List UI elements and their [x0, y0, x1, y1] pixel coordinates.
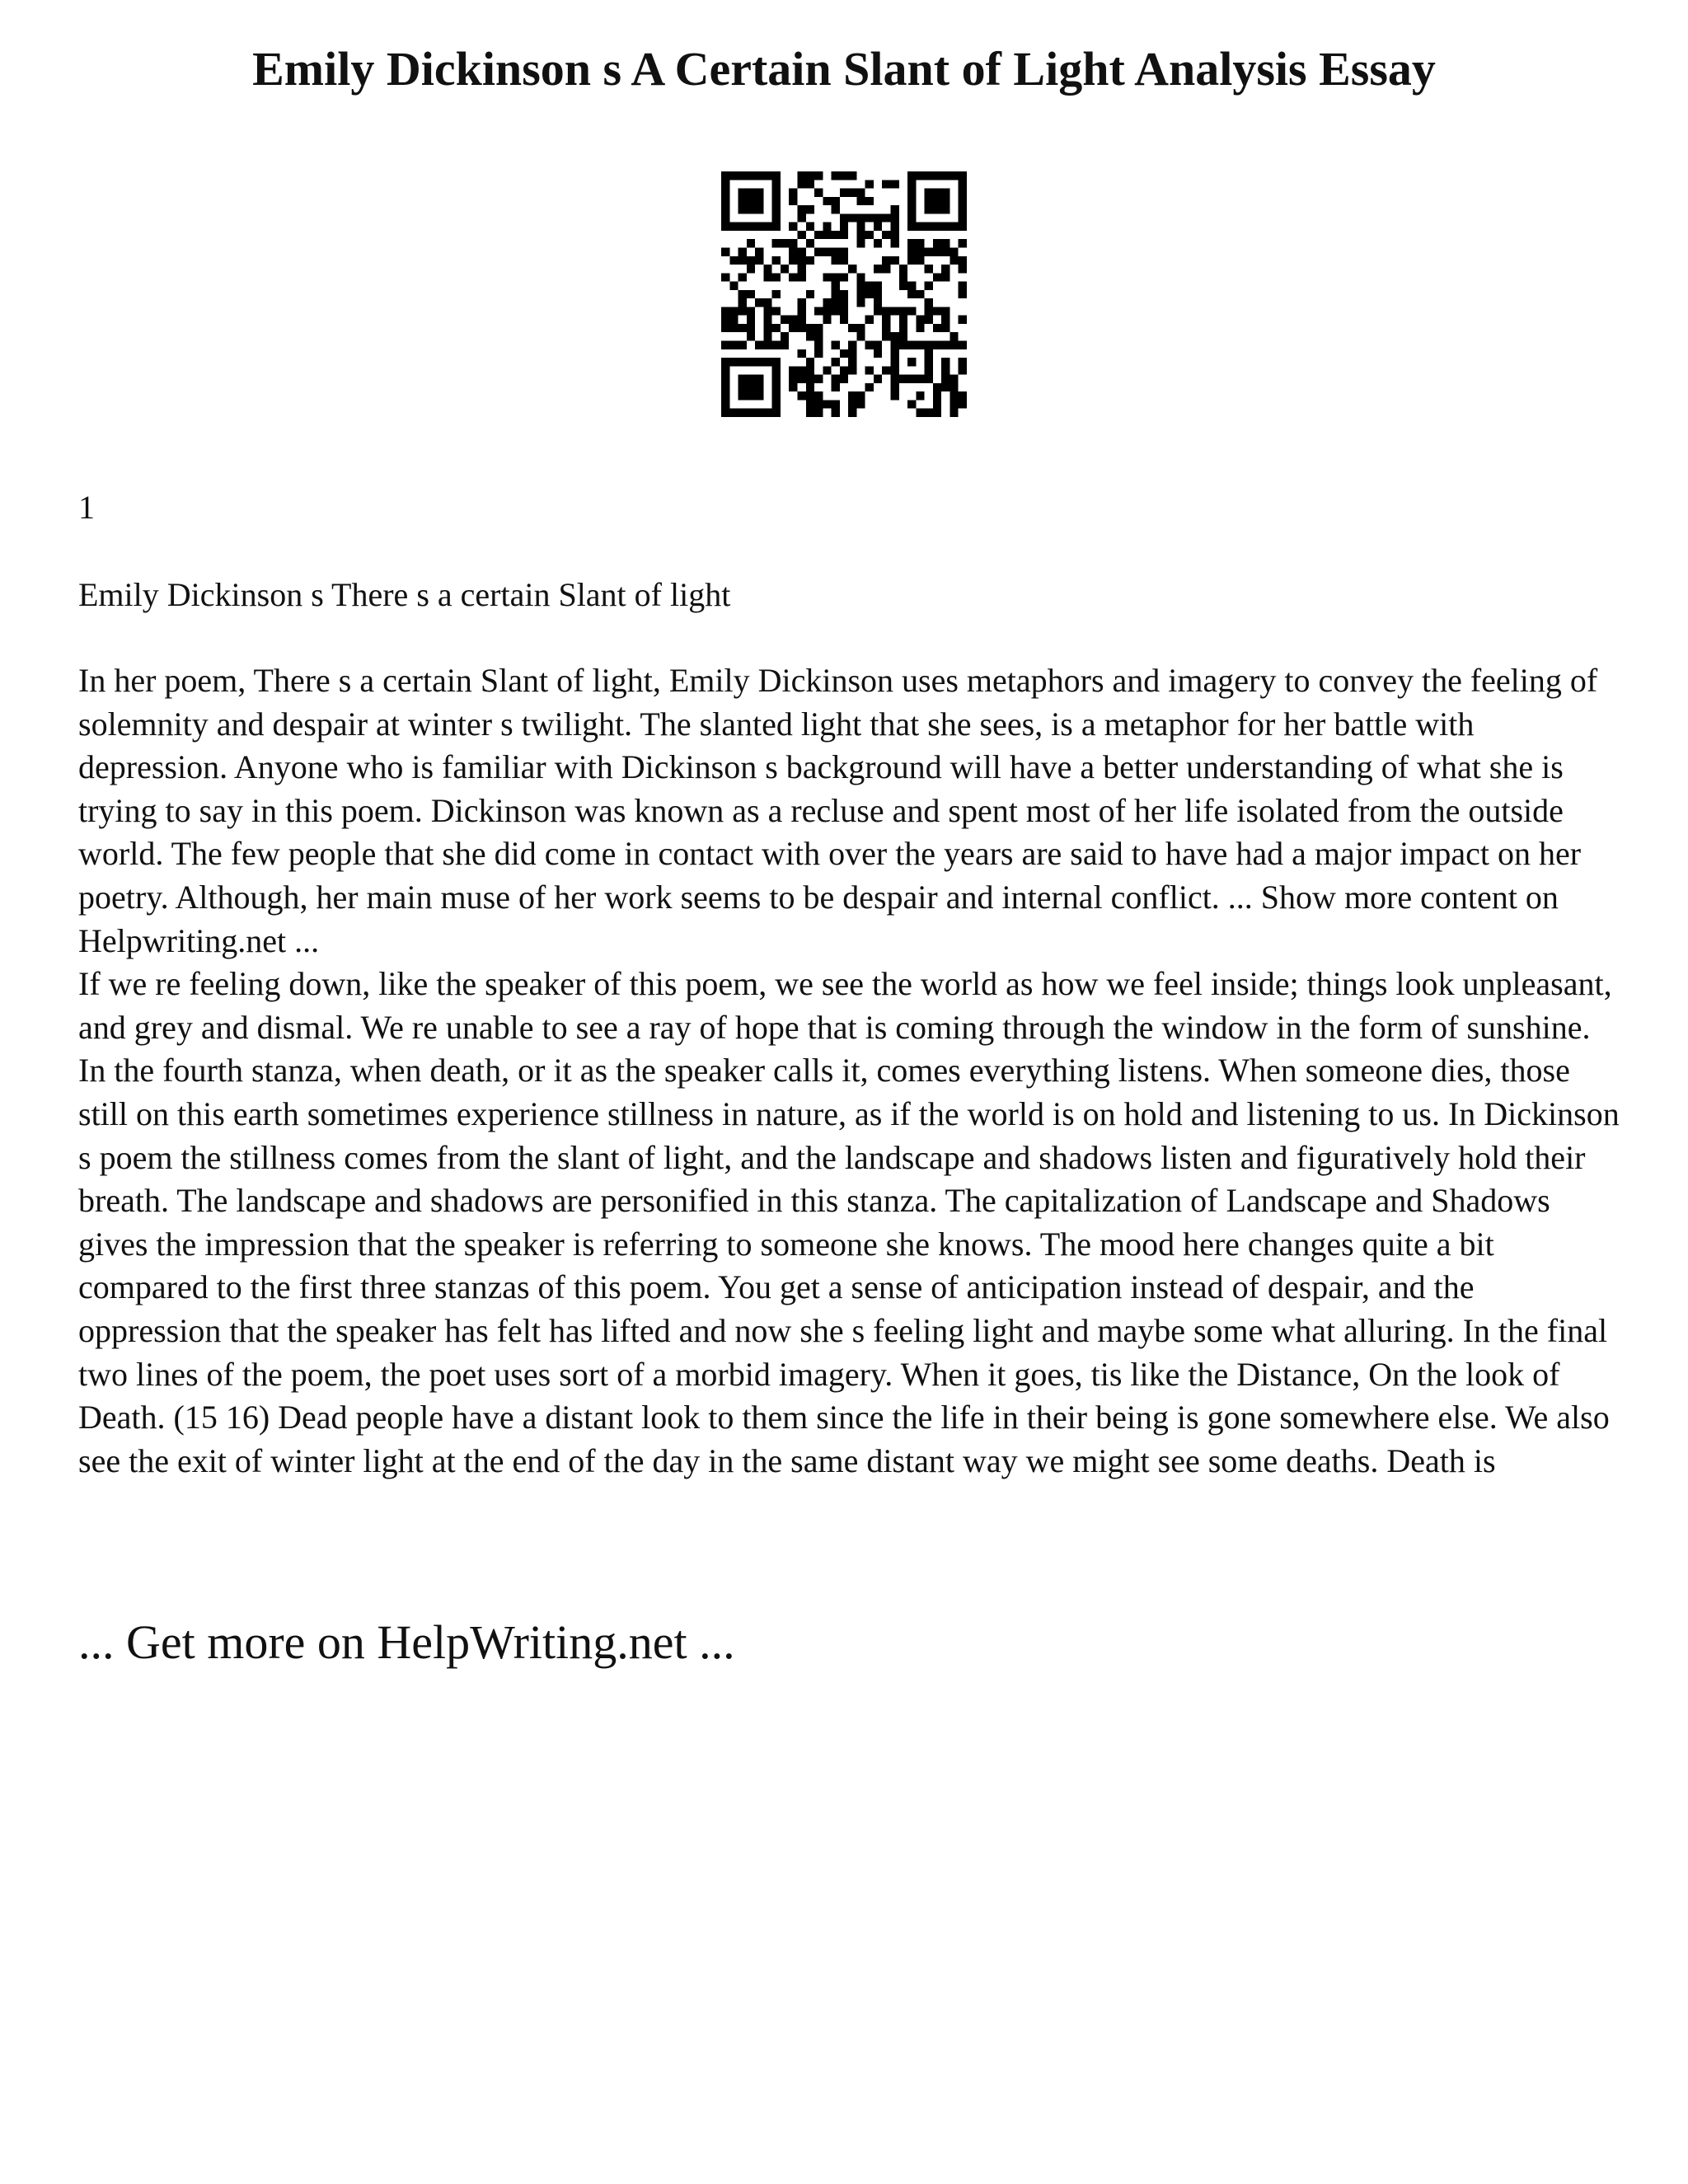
essay-subtitle: Emily Dickinson s There s a certain Slant of light: [78, 576, 731, 613]
get-more-link[interactable]: ... Get more on HelpWriting.net ...: [78, 1615, 735, 1669]
essay-paragraph-1: In her poem, There s a certain Slant of light, Emily Dickinson uses metaphors and imagery to convey the feeling of solemnity and despair at winter s twilight. The slanted light that she sees, is a metaphor for her battle with depression. Anyone who is familiar with Dickinson s background will have a better understanding of what she is trying to say in this poem. Dickinson was known as a recluse and spent most of her life isolated from the outside world. The few people that she did come in contact with over the years are said to have had a major impact on her poetry. Although, her main muse of her work seems to be despair and internal conflict. ... Show more content on Helpwriting.net ...: [78, 662, 1598, 959]
qr-code-graphic: [721, 171, 967, 417]
page-number: 1: [78, 489, 95, 526]
qr-code-icon: [721, 171, 967, 417]
essay-body: [78, 659, 1620, 1483]
essay-paragraph-2: If we re feeling down, like the speaker of this poem, we see the world as how we feel inside; things look unpleasant, and grey and dismal. We re unable to see a ray of hope that is coming through the window in the form of sunshine. In the fourth stanza, when death, or it as the speaker calls it, comes everything listens. When someone dies, those still on this earth sometimes experience stillness in nature, as if the world is on hold and listening to us. In Dickinson s poem the stillness comes from the slant of light, and the landscape and shadows listen and figuratively hold their breath. The landscape and shadows are personified in this stanza. The capitalization of Landscape and Shadows gives the impression that the speaker is referring to someone she knows. The mood here changes quite a bit compared to the first three stanzas of this poem. You get a sense of anticipation instead of despair, and the oppression that the speaker has felt has lifted and now she s feeling light and maybe some what alluring. In the final two lines of the poem, the poet uses sort of a morbid imagery. When it goes, tis like the Distance, On the look of Death. (15 16) Dead people have a distant look to them since the life in their being is gone somewhere else. We also see the exit of winter light at the end of the day in the same distant way we might see some deaths. Death is: [78, 965, 1620, 1479]
document-title: Emily Dickinson s A Certain Slant of Light Analysis Essay: [252, 42, 1436, 96]
